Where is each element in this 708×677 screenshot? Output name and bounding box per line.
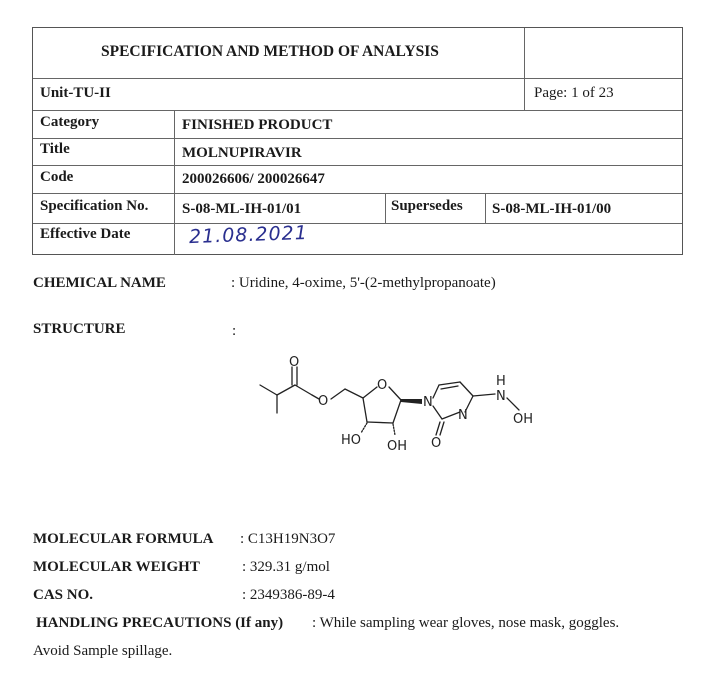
divider bbox=[33, 78, 682, 79]
code-label: Code bbox=[40, 169, 74, 185]
atom-n3: N bbox=[458, 408, 468, 423]
supersedes-label: Supersedes bbox=[391, 198, 463, 214]
atom-h: H bbox=[496, 374, 506, 389]
spec-no-label: Specification No. bbox=[40, 198, 149, 214]
document-title: SPECIFICATION AND METHOD OF ANALYSIS bbox=[101, 43, 439, 60]
effective-date-handwritten: 21.08.2021 bbox=[188, 221, 309, 249]
atom-o2: O bbox=[431, 436, 442, 451]
page-number: Page: 1 of 23 bbox=[534, 85, 614, 101]
handling-value: : While sampling wear gloves, nose mask, goggles. bbox=[312, 615, 620, 631]
molecular-formula-value: : C13H19N3O7 bbox=[240, 531, 336, 547]
divider bbox=[33, 165, 682, 166]
divider bbox=[174, 110, 175, 255]
divider bbox=[33, 110, 682, 111]
divider bbox=[385, 193, 386, 223]
atom-n-oxime: N bbox=[496, 389, 506, 404]
effective-date-label: Effective Date bbox=[40, 226, 131, 242]
atom-o-carbonyl: O bbox=[289, 355, 300, 370]
divider bbox=[33, 223, 682, 224]
title-label: Title bbox=[40, 141, 70, 157]
cas-value: : 2349386-89-4 bbox=[242, 587, 335, 603]
divider bbox=[33, 138, 682, 139]
molecular-formula-label: MOLECULAR FORMULA bbox=[33, 531, 214, 547]
title-value: MOLNUPIRAVIR bbox=[182, 145, 302, 161]
cas-label: CAS NO. bbox=[33, 587, 94, 603]
atom-o-ester: O bbox=[318, 394, 329, 409]
category-value: FINISHED PRODUCT bbox=[182, 117, 333, 133]
category-label: Category bbox=[40, 114, 100, 130]
supersedes-value: S-08-ML-IH-01/00 bbox=[492, 201, 612, 217]
atom-n1: N bbox=[423, 395, 433, 410]
atom-oh-oxime: OH bbox=[513, 412, 534, 427]
unit-label: Unit-TU-II bbox=[40, 85, 111, 101]
divider bbox=[33, 193, 682, 194]
structure-label: STRUCTURE bbox=[33, 321, 126, 337]
chemical-name-value: : Uridine, 4-oxime, 5'-(2-methylpropanoate) bbox=[231, 275, 496, 291]
structure-colon: : bbox=[232, 323, 237, 339]
code-value: 200026606/ 200026647 bbox=[182, 171, 325, 187]
handling-label: HANDLING PRECAUTIONS (If any) bbox=[36, 615, 284, 631]
molecular-weight-label: MOLECULAR WEIGHT bbox=[33, 559, 200, 575]
atom-ho-3: HO bbox=[341, 433, 362, 448]
spec-no-value: S-08-ML-IH-01/01 bbox=[182, 201, 302, 217]
atom-o-ring: O bbox=[377, 378, 388, 393]
molecular-weight-value: : 329.31 g/mol bbox=[242, 559, 330, 575]
divider bbox=[524, 28, 525, 110]
chemical-name-label: CHEMICAL NAME bbox=[33, 275, 166, 291]
atom-oh-2: OH bbox=[387, 439, 408, 454]
header-table bbox=[32, 27, 683, 255]
molecular-structure bbox=[255, 355, 545, 465]
handling-continued: Avoid Sample spillage. bbox=[33, 643, 173, 659]
divider bbox=[485, 193, 486, 223]
